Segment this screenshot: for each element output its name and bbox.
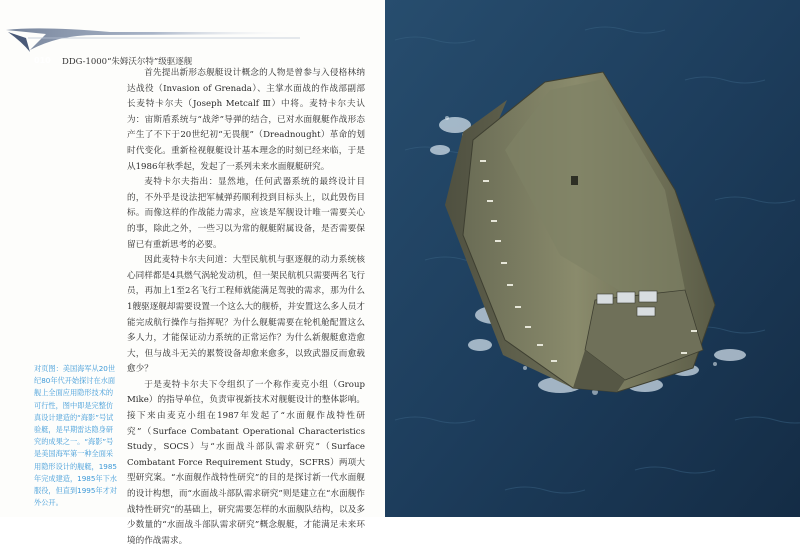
paragraph: 于是麦特卡尔夫下令组织了一个称作麦克小组（Group Mike）的指导单位，负责审视新技术对舰艇设计的整体影响。接下来由麦克小组在1987年发起了“水面舰作战特性研究”（Surface Combatant Operational Characteristics Study，SOCS）与“水面战斗部队需求研究”（Surface Combatant Force Requirement Study，SCFRS）两项大型研究案。“水面舰作战特性研究”的目的是探讨新一代水面舰的设计构想，而“水面战斗部队需求研究”则是建立在“水面舰作战特性研究”的基础上，研究需要怎样的水面舰队结构，以及多少数量的“水面战斗部队需求研究”概念舰艇，才能满足未来环境的作战需求。 xyxy=(127,379,365,546)
paragraph: 首先提出新形态舰艇设计概念的人物是曾参与入侵格林纳达战役（Invasion of Grenada）、主掌水面战的作战部副部长麦特卡尔夫（Joseph Metcalf Ⅲ）中将。麦特卡尔夫认为：宙斯盾系统与“战斧”导弹的结合，已对水面舰艇作战形态产生了不下于20世纪初“无畏舰”（Dreadnought）革命的划时代变化。重新检视舰艇设计基本理念的时刻已经来临，于是从1986年秋季起，发起了一系列未来水面舰艇研究。 xyxy=(127,68,365,172)
sea-shadow-photo xyxy=(385,0,800,517)
running-title: DDG-1000“朱姆沃尔特”级驱逐舰 xyxy=(62,57,193,67)
running-header xyxy=(0,22,300,67)
right-page xyxy=(385,0,800,517)
body-text xyxy=(127,66,365,549)
page-number: 010 xyxy=(34,56,51,65)
left-page xyxy=(0,0,385,546)
paragraph: 因此麦特卡尔夫问道：大型民航机与驱逐舰的动力系统核心同样都是4具燃气涡轮发动机，但一架民航机只需要两名飞行员，再加上1至2名飞行工程师就能满足驾驶的需求，那为什么1艘驱逐舰却需要设置一个这么大的舰桥，并安置这么多人员才能完成航行操作与指挥呢？为什么舰艇需要在轮机舱配置这么多人力，才能保证动力系统的正常运作？为什么新舰艇愈造愈大，但与战斗无关的累赘设备却愈来愈多，以致武器反而愈载愈少？ xyxy=(127,255,365,375)
photo-caption: 对页图：美国海军从20世纪80年代开始探讨在水面舰上全面应用隐形技术的可行性，图中即是完整仿真设计建造的“海影”号试验艇，是早期雷达隐身研究的成果之一。“海影”号是美国海军第一种全面采用隐形设计的舰艇，1985年完成建造，1985年下水服役，但直到1995年才对外公开。 xyxy=(34,364,117,508)
paragraph: 麦特卡尔夫指出：显然地，任何武器系统的最终设计目的，不外乎是设法把军械弹药顺利投到目标头上，以此毁伤目标。而像这样的作战能力需求，应该是军舰设计唯一需要关心的事，除此之外，一些习以为常的舰艇附属设备，是否需要保留已有重新思考的必要。 xyxy=(127,177,365,250)
